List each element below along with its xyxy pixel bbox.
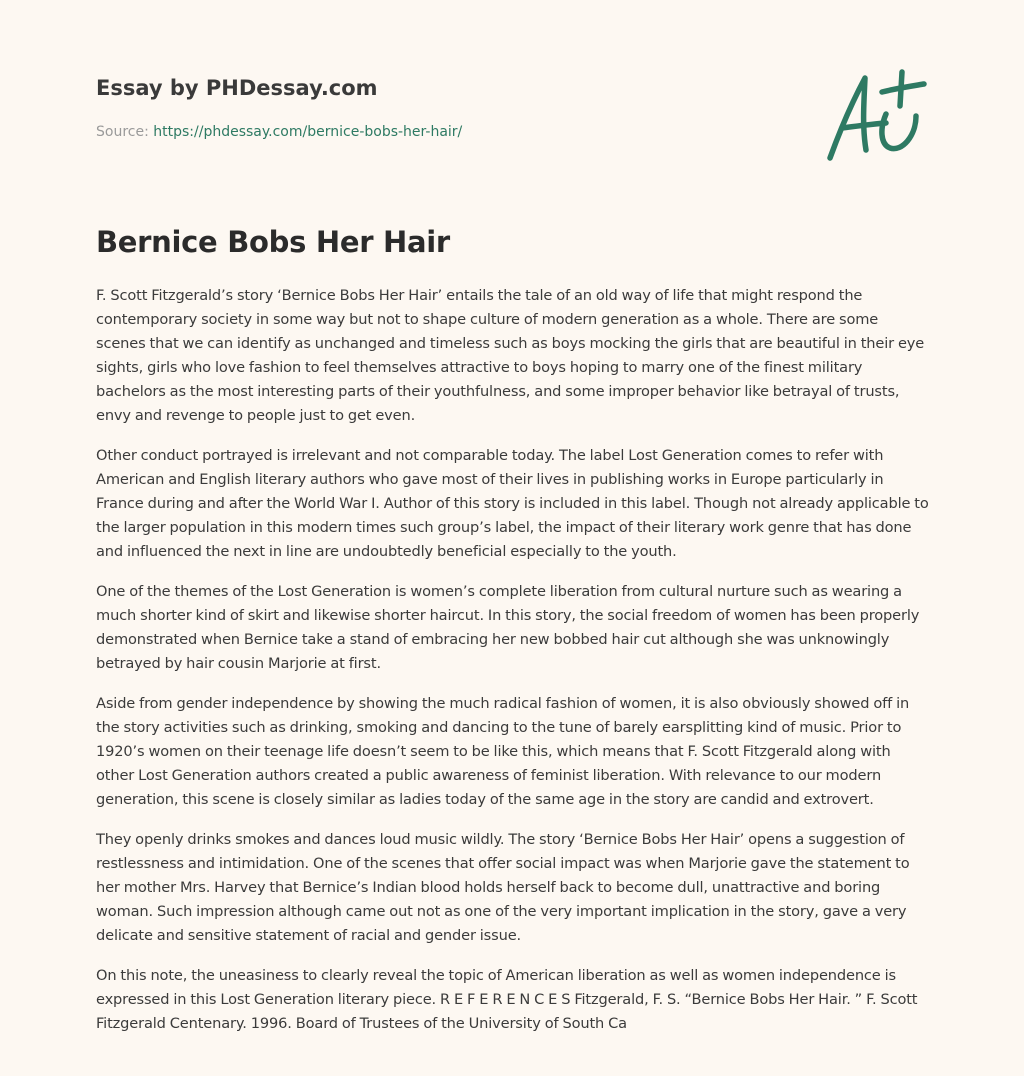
paragraph: One of the themes of the Lost Generation is women’s complete liberation from cultural nurture such as wearing a much shorter kind of skirt and likewise shorter haircut. In this story, the social freedom of women has been properly demonstrated when Bernice take a stand of embracing her new bobbed hair cut although she was unknowingly betrayed by hair cousin Marjorie at first. <box>96 583 920 672</box>
site-title: Essay by PHDessay.com <box>96 76 378 100</box>
source-line <box>96 124 462 140</box>
page-title: Bernice Bobs Her Hair <box>96 225 450 259</box>
paragraph: On this note, the uneasiness to clearly reveal the topic of American liberation as well as women independence is expressed in this Lost Generation literary piece. R E F E R E N C E S Fitzgerald, F. S. “Bernice Bobs Her Hair. ” F. Scott Fitzgerald Centenary. 1996. Board of Trustees of the University of South Ca <box>96 967 918 1032</box>
source-label: Source: <box>96 124 154 140</box>
paragraph: Aside from gender independence by showing the much radical fashion of women, it is also obviously showed off in the story activities such as drinking, smoking and dancing to the tune of barely earsplitting kind of music. Prior to 1920’s women on their teenage life doesn’t seem to be like this, which means that F. Scott Fitzgerald along with other Lost Generation authors created a public awareness of feminist liberation. With relevance to our modern generation, this scene is closely similar as ladies today of the same age in the story are candid and extrovert. <box>96 695 910 808</box>
paragraph: They openly drinks smokes and dances loud music wildly. The story ‘Bernice Bobs Her Hair’ opens a suggestion of restlessness and intimidation. One of the scenes that offer social impact was when Marjorie gave the statement to her mother Mrs. Harvey that Bernice’s Indian blood holds herself back to become dull, unattractive and boring woman. Such impression although came out not as one of the very important implication in the story, gave a very delicate and sensitive statement of racial and gender issue. <box>96 831 910 944</box>
a-plus-logo-icon <box>820 66 930 166</box>
source-link[interactable]: https://phdessay.com/bernice-bobs-her-hair/ <box>153 124 463 140</box>
essay-body <box>96 284 930 1052</box>
paragraph: Other conduct portrayed is irrelevant and not comparable today. The label Lost Generation comes to refer with American and English literary authors who gave most of their lives in publishing works in Europe particularly in France during and after the World War I. Author of this story is included in this label. Though not already applicable to the larger population in this modern times such group’s label, the impact of their literary work genre that has done and influenced the next in line are undoubtedly beneficial especially to the youth. <box>96 447 929 560</box>
paragraph: F. Scott Fitzgerald’s story ‘Bernice Bobs Her Hair’ entails the tale of an old way of life that might respond the contemporary society in some way but not to shape culture of modern generation as a whole. There are some scenes that we can identify as unchanged and timeless such as boys mocking the girls that are beautiful in their eye sights, girls who love fashion to feel themselves attractive to boys hoping to marry one of the finest military bachelors as the most interesting parts of their youthfulness, and some improper behavior like betrayal of trusts, envy and revenge to people just to get even. <box>96 287 925 424</box>
